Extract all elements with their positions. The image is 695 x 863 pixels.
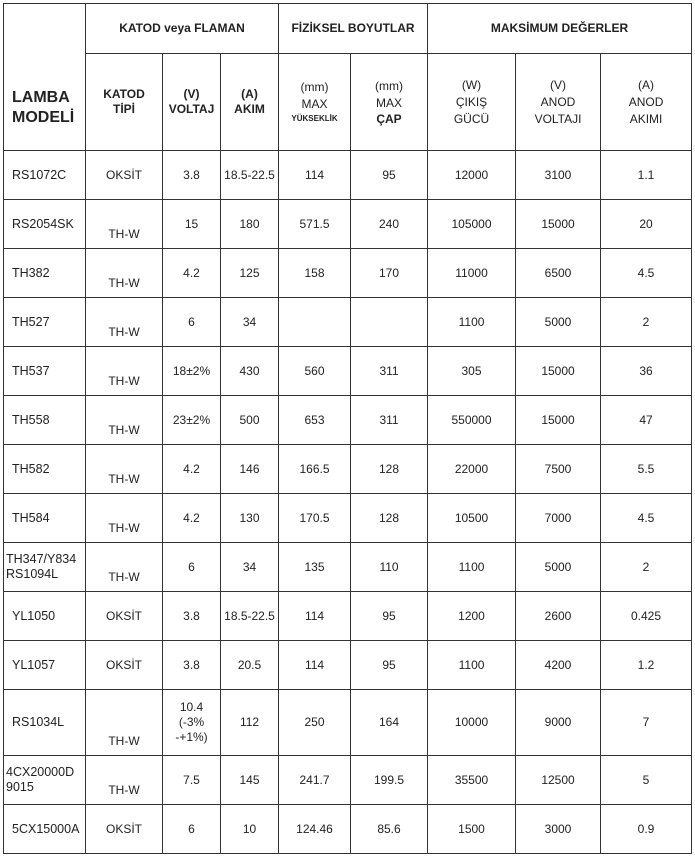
cell-max-height: 135 <box>279 543 351 592</box>
cell-voltage: 4.2 <box>163 445 221 494</box>
max-diameter-header: (mm) MAX ÇAP <box>351 54 428 151</box>
cell-output-power: 1100 <box>428 641 516 690</box>
lamp-model-header: LAMBA MODELİ <box>4 4 86 151</box>
cell-current: 180 <box>221 200 279 249</box>
cell-model: RS1072C <box>4 151 86 200</box>
cell-anode-voltage: 7000 <box>516 494 601 543</box>
cell-max-diameter: 95 <box>351 592 428 641</box>
table-row <box>4 347 692 396</box>
cell-katod-type: OKSİT <box>86 592 163 641</box>
cell-current: 145 <box>221 756 279 805</box>
cell-voltage: 3.8 <box>163 592 221 641</box>
cell-anode-current: 4.5 <box>601 249 692 298</box>
cell-model: TH537 <box>4 347 86 396</box>
table-row <box>4 249 692 298</box>
cell-max-height: 114 <box>279 641 351 690</box>
table-body <box>4 151 692 854</box>
katod-group-header: KATOD veya FLAMAN <box>86 4 279 54</box>
physical-dimensions-header: FİZİKSEL BOYUTLAR <box>279 4 428 54</box>
cell-anode-current: 20 <box>601 200 692 249</box>
max-values-header: MAKSİMUM DEĞERLER <box>428 4 692 54</box>
cell-anode-current: 1.1 <box>601 151 692 200</box>
cell-anode-current: 0.9 <box>601 805 692 854</box>
cell-output-power: 22000 <box>428 445 516 494</box>
cell-katod-type: OKSİT <box>86 805 163 854</box>
cell-output-power: 1500 <box>428 805 516 854</box>
cell-katod-type: OKSİT <box>86 641 163 690</box>
cell-anode-voltage: 2600 <box>516 592 601 641</box>
cell-current: 146 <box>221 445 279 494</box>
cell-max-diameter: 164 <box>351 690 428 756</box>
anode-current-header: (A) ANOD AKIMI <box>601 54 692 151</box>
cell-anode-current: 5.5 <box>601 445 692 494</box>
table-row <box>4 592 692 641</box>
cell-output-power: 550000 <box>428 396 516 445</box>
cell-current: 430 <box>221 347 279 396</box>
cell-anode-voltage: 15000 <box>516 347 601 396</box>
cell-output-power: 305 <box>428 347 516 396</box>
cell-max-diameter: 240 <box>351 200 428 249</box>
katod-type-header: KATOD TİPİ <box>86 54 163 151</box>
cell-model: TH582 <box>4 445 86 494</box>
tube-spec-table <box>3 3 692 854</box>
cell-current: 130 <box>221 494 279 543</box>
cell-max-height: 114 <box>279 592 351 641</box>
cell-max-diameter: 95 <box>351 151 428 200</box>
output-power-header: (W) ÇIKIŞ GÜCÜ <box>428 54 516 151</box>
cell-anode-current: 4.5 <box>601 494 692 543</box>
cell-max-diameter: 199.5 <box>351 756 428 805</box>
table-row <box>4 445 692 494</box>
anode-voltage-header: (V) ANOD VOLTAJI <box>516 54 601 151</box>
cell-model: TH382 <box>4 249 86 298</box>
cell-anode-current: 47 <box>601 396 692 445</box>
cell-katod-type: TH-W <box>86 445 163 494</box>
cell-max-diameter: 311 <box>351 396 428 445</box>
cell-voltage: 15 <box>163 200 221 249</box>
cell-current: 34 <box>221 298 279 347</box>
cell-anode-current: 7 <box>601 690 692 756</box>
cell-katod-type: TH-W <box>86 200 163 249</box>
cell-max-height: 653 <box>279 396 351 445</box>
cell-max-diameter: 128 <box>351 445 428 494</box>
table-row <box>4 641 692 690</box>
cell-katod-type: TH-W <box>86 756 163 805</box>
cell-voltage: 4.2 <box>163 249 221 298</box>
cell-anode-current: 2 <box>601 298 692 347</box>
cell-output-power: 1200 <box>428 592 516 641</box>
cell-model: TH527 <box>4 298 86 347</box>
cell-output-power: 12000 <box>428 151 516 200</box>
voltage-header: (V) VOLTAJ <box>163 54 221 151</box>
cell-katod-type: TH-W <box>86 249 163 298</box>
table-row <box>4 805 692 854</box>
cell-max-height: 250 <box>279 690 351 756</box>
cell-voltage: 3.8 <box>163 151 221 200</box>
cell-max-diameter: 85.6 <box>351 805 428 854</box>
cell-max-height: 166.5 <box>279 445 351 494</box>
cell-voltage: 10.4 (-3% -+1%) <box>163 690 221 756</box>
cell-katod-type: TH-W <box>86 690 163 756</box>
cell-model: TH347/Y834 RS1094L <box>4 543 86 592</box>
table-row <box>4 756 692 805</box>
cell-output-power: 105000 <box>428 200 516 249</box>
cell-max-height: 114 <box>279 151 351 200</box>
cell-max-height: 124.46 <box>279 805 351 854</box>
cell-output-power: 1100 <box>428 298 516 347</box>
table-row <box>4 151 692 200</box>
cell-anode-voltage: 12500 <box>516 756 601 805</box>
cell-voltage: 6 <box>163 543 221 592</box>
cell-katod-type: TH-W <box>86 396 163 445</box>
cell-voltage: 6 <box>163 805 221 854</box>
table-row <box>4 690 692 756</box>
cell-model: 4CX20000D 9015 <box>4 756 86 805</box>
cell-current: 34 <box>221 543 279 592</box>
cell-anode-voltage: 3100 <box>516 151 601 200</box>
cell-model: RS2054SK <box>4 200 86 249</box>
cell-model: YL1057 <box>4 641 86 690</box>
cell-voltage: 18±2% <box>163 347 221 396</box>
cell-output-power: 11000 <box>428 249 516 298</box>
cell-voltage: 4.2 <box>163 494 221 543</box>
cell-voltage: 6 <box>163 298 221 347</box>
cell-voltage: 23±2% <box>163 396 221 445</box>
cell-anode-voltage: 15000 <box>516 200 601 249</box>
cell-anode-voltage: 3000 <box>516 805 601 854</box>
cell-katod-type: TH-W <box>86 347 163 396</box>
cell-anode-current: 36 <box>601 347 692 396</box>
cell-output-power: 35500 <box>428 756 516 805</box>
cell-anode-voltage: 4200 <box>516 641 601 690</box>
table-row <box>4 200 692 249</box>
cell-max-diameter: 170 <box>351 249 428 298</box>
cell-voltage: 7.5 <box>163 756 221 805</box>
cell-max-height <box>279 298 351 347</box>
cell-current: 125 <box>221 249 279 298</box>
cell-current: 18.5-22.5 <box>221 592 279 641</box>
cell-current: 18.5-22.5 <box>221 151 279 200</box>
table-row <box>4 298 692 347</box>
current-header: (A) AKIM <box>221 54 279 151</box>
cell-anode-voltage: 7500 <box>516 445 601 494</box>
cell-katod-type: TH-W <box>86 494 163 543</box>
cell-max-diameter: 311 <box>351 347 428 396</box>
max-height-header: (mm) MAX YÜKSEKLİK <box>279 54 351 151</box>
cell-output-power: 1100 <box>428 543 516 592</box>
cell-max-height: 571.5 <box>279 200 351 249</box>
cell-max-diameter: 95 <box>351 641 428 690</box>
cell-max-diameter <box>351 298 428 347</box>
cell-anode-current: 0.425 <box>601 592 692 641</box>
table-row <box>4 396 692 445</box>
cell-current: 112 <box>221 690 279 756</box>
cell-anode-voltage: 15000 <box>516 396 601 445</box>
cell-voltage: 3.8 <box>163 641 221 690</box>
cell-anode-current: 5 <box>601 756 692 805</box>
cell-katod-type: OKSİT <box>86 151 163 200</box>
cell-anode-current: 2 <box>601 543 692 592</box>
table-row <box>4 494 692 543</box>
cell-katod-type: TH-W <box>86 298 163 347</box>
table-row <box>4 543 692 592</box>
cell-max-diameter: 110 <box>351 543 428 592</box>
cell-anode-current: 1.2 <box>601 641 692 690</box>
cell-model: 5CX15000A <box>4 805 86 854</box>
cell-model: TH584 <box>4 494 86 543</box>
cell-current: 20.5 <box>221 641 279 690</box>
cell-anode-voltage: 6500 <box>516 249 601 298</box>
cell-current: 10 <box>221 805 279 854</box>
cell-max-height: 560 <box>279 347 351 396</box>
cell-katod-type: TH-W <box>86 543 163 592</box>
cell-model: YL1050 <box>4 592 86 641</box>
cell-max-height: 170.5 <box>279 494 351 543</box>
cell-anode-voltage: 5000 <box>516 298 601 347</box>
cell-max-diameter: 128 <box>351 494 428 543</box>
cell-anode-voltage: 5000 <box>516 543 601 592</box>
cell-output-power: 10000 <box>428 690 516 756</box>
cell-current: 500 <box>221 396 279 445</box>
cell-anode-voltage: 9000 <box>516 690 601 756</box>
cell-output-power: 10500 <box>428 494 516 543</box>
cell-model: RS1034L <box>4 690 86 756</box>
cell-model: TH558 <box>4 396 86 445</box>
cell-max-height: 158 <box>279 249 351 298</box>
cell-max-height: 241.7 <box>279 756 351 805</box>
